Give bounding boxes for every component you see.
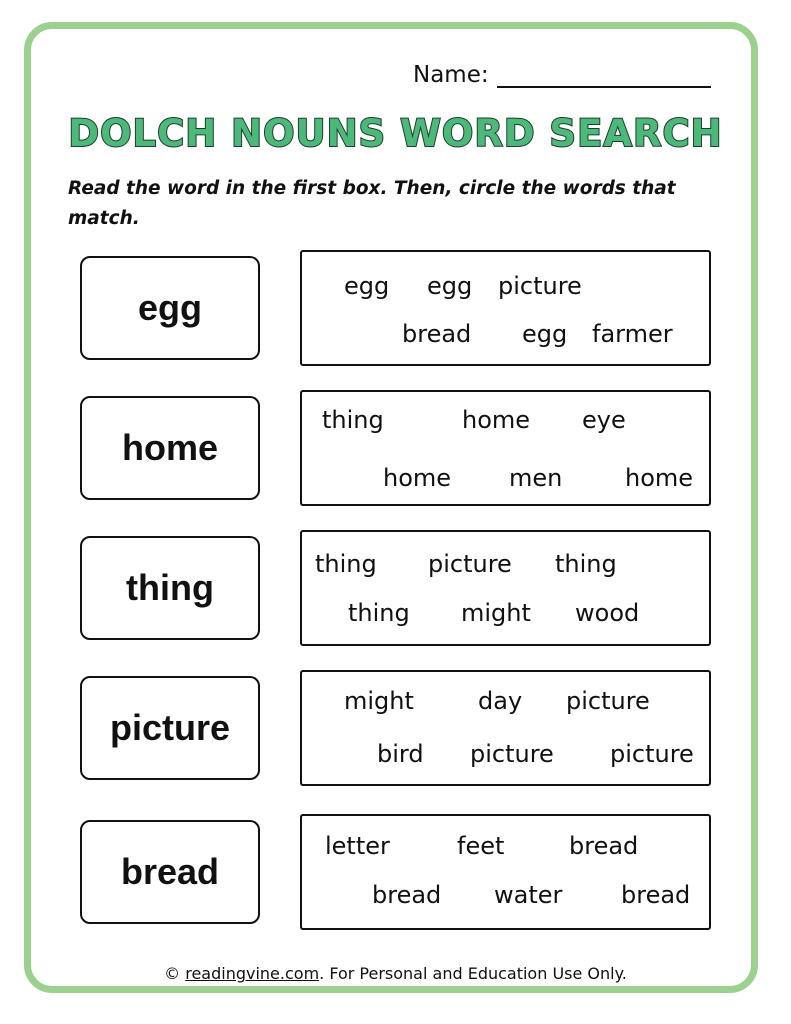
word-row-picture bbox=[0, 670, 791, 788]
choice-word[interactable]: picture bbox=[428, 550, 512, 578]
target-word: picture bbox=[109, 707, 231, 748]
choice-word[interactable]: picture bbox=[566, 687, 650, 715]
choice-word[interactable]: farmer bbox=[592, 320, 673, 348]
name-field-row bbox=[413, 62, 711, 88]
name-label: Name: bbox=[413, 62, 489, 88]
choice-word[interactable]: egg bbox=[522, 320, 568, 348]
choice-word[interactable]: home bbox=[625, 464, 694, 492]
choice-word[interactable]: might bbox=[461, 599, 531, 627]
choice-word[interactable]: men bbox=[509, 464, 563, 492]
instructions-text: Read the word in the first box. Then, circle the words that match. bbox=[68, 178, 676, 229]
choice-word[interactable]: bread bbox=[569, 832, 639, 860]
choice-word[interactable]: bird bbox=[377, 740, 424, 768]
target-word-box bbox=[80, 820, 260, 924]
choice-word[interactable]: egg bbox=[344, 272, 390, 300]
choice-word[interactable]: thing bbox=[348, 599, 410, 627]
target-word: thing bbox=[126, 567, 214, 608]
choice-word[interactable]: egg bbox=[427, 272, 473, 300]
footer-prefix: © bbox=[164, 964, 186, 983]
target-word: egg bbox=[137, 287, 202, 328]
choices-box bbox=[300, 670, 711, 786]
choice-word[interactable]: picture bbox=[498, 272, 582, 300]
choice-word[interactable]: thing bbox=[315, 550, 377, 578]
choice-word[interactable]: eye bbox=[582, 406, 626, 434]
choice-word[interactable]: wood bbox=[575, 599, 640, 627]
choices-box bbox=[300, 250, 711, 366]
name-write-line[interactable] bbox=[497, 62, 711, 88]
choices-box bbox=[300, 390, 711, 506]
choice-word[interactable]: picture bbox=[470, 740, 554, 768]
word-row-egg bbox=[0, 250, 791, 368]
target-word: bread bbox=[120, 851, 220, 892]
choice-word[interactable]: water bbox=[494, 881, 563, 909]
choice-word[interactable]: thing bbox=[555, 550, 617, 578]
choice-word[interactable]: bread bbox=[621, 881, 691, 909]
target-word-box bbox=[80, 396, 260, 500]
choice-word[interactable]: bread bbox=[372, 881, 442, 909]
choice-word[interactable]: home bbox=[383, 464, 452, 492]
choices-box bbox=[300, 814, 711, 930]
choice-word[interactable]: home bbox=[462, 406, 531, 434]
choice-word[interactable]: thing bbox=[322, 406, 384, 434]
choice-word[interactable]: bread bbox=[402, 320, 472, 348]
target-word-box bbox=[80, 256, 260, 360]
choice-word[interactable]: picture bbox=[610, 740, 694, 768]
target-word: home bbox=[121, 427, 218, 468]
choices-box bbox=[300, 530, 711, 646]
choice-word[interactable]: might bbox=[344, 687, 414, 715]
target-word-box bbox=[80, 536, 260, 640]
word-row-bread bbox=[0, 814, 791, 932]
choice-word[interactable]: feet bbox=[457, 832, 505, 860]
word-row-home bbox=[0, 390, 791, 508]
worksheet-title: DOLCH NOUNS WORD SEARCH bbox=[68, 112, 723, 155]
footer-copyright bbox=[0, 964, 791, 983]
footer-site-link[interactable]: readingvine.com bbox=[185, 964, 320, 983]
choice-word[interactable]: letter bbox=[325, 832, 390, 860]
word-row-thing bbox=[0, 530, 791, 648]
target-word-box bbox=[80, 676, 260, 780]
choice-word[interactable]: day bbox=[478, 687, 523, 715]
footer-suffix: . For Personal and Education Use Only. bbox=[319, 964, 627, 983]
